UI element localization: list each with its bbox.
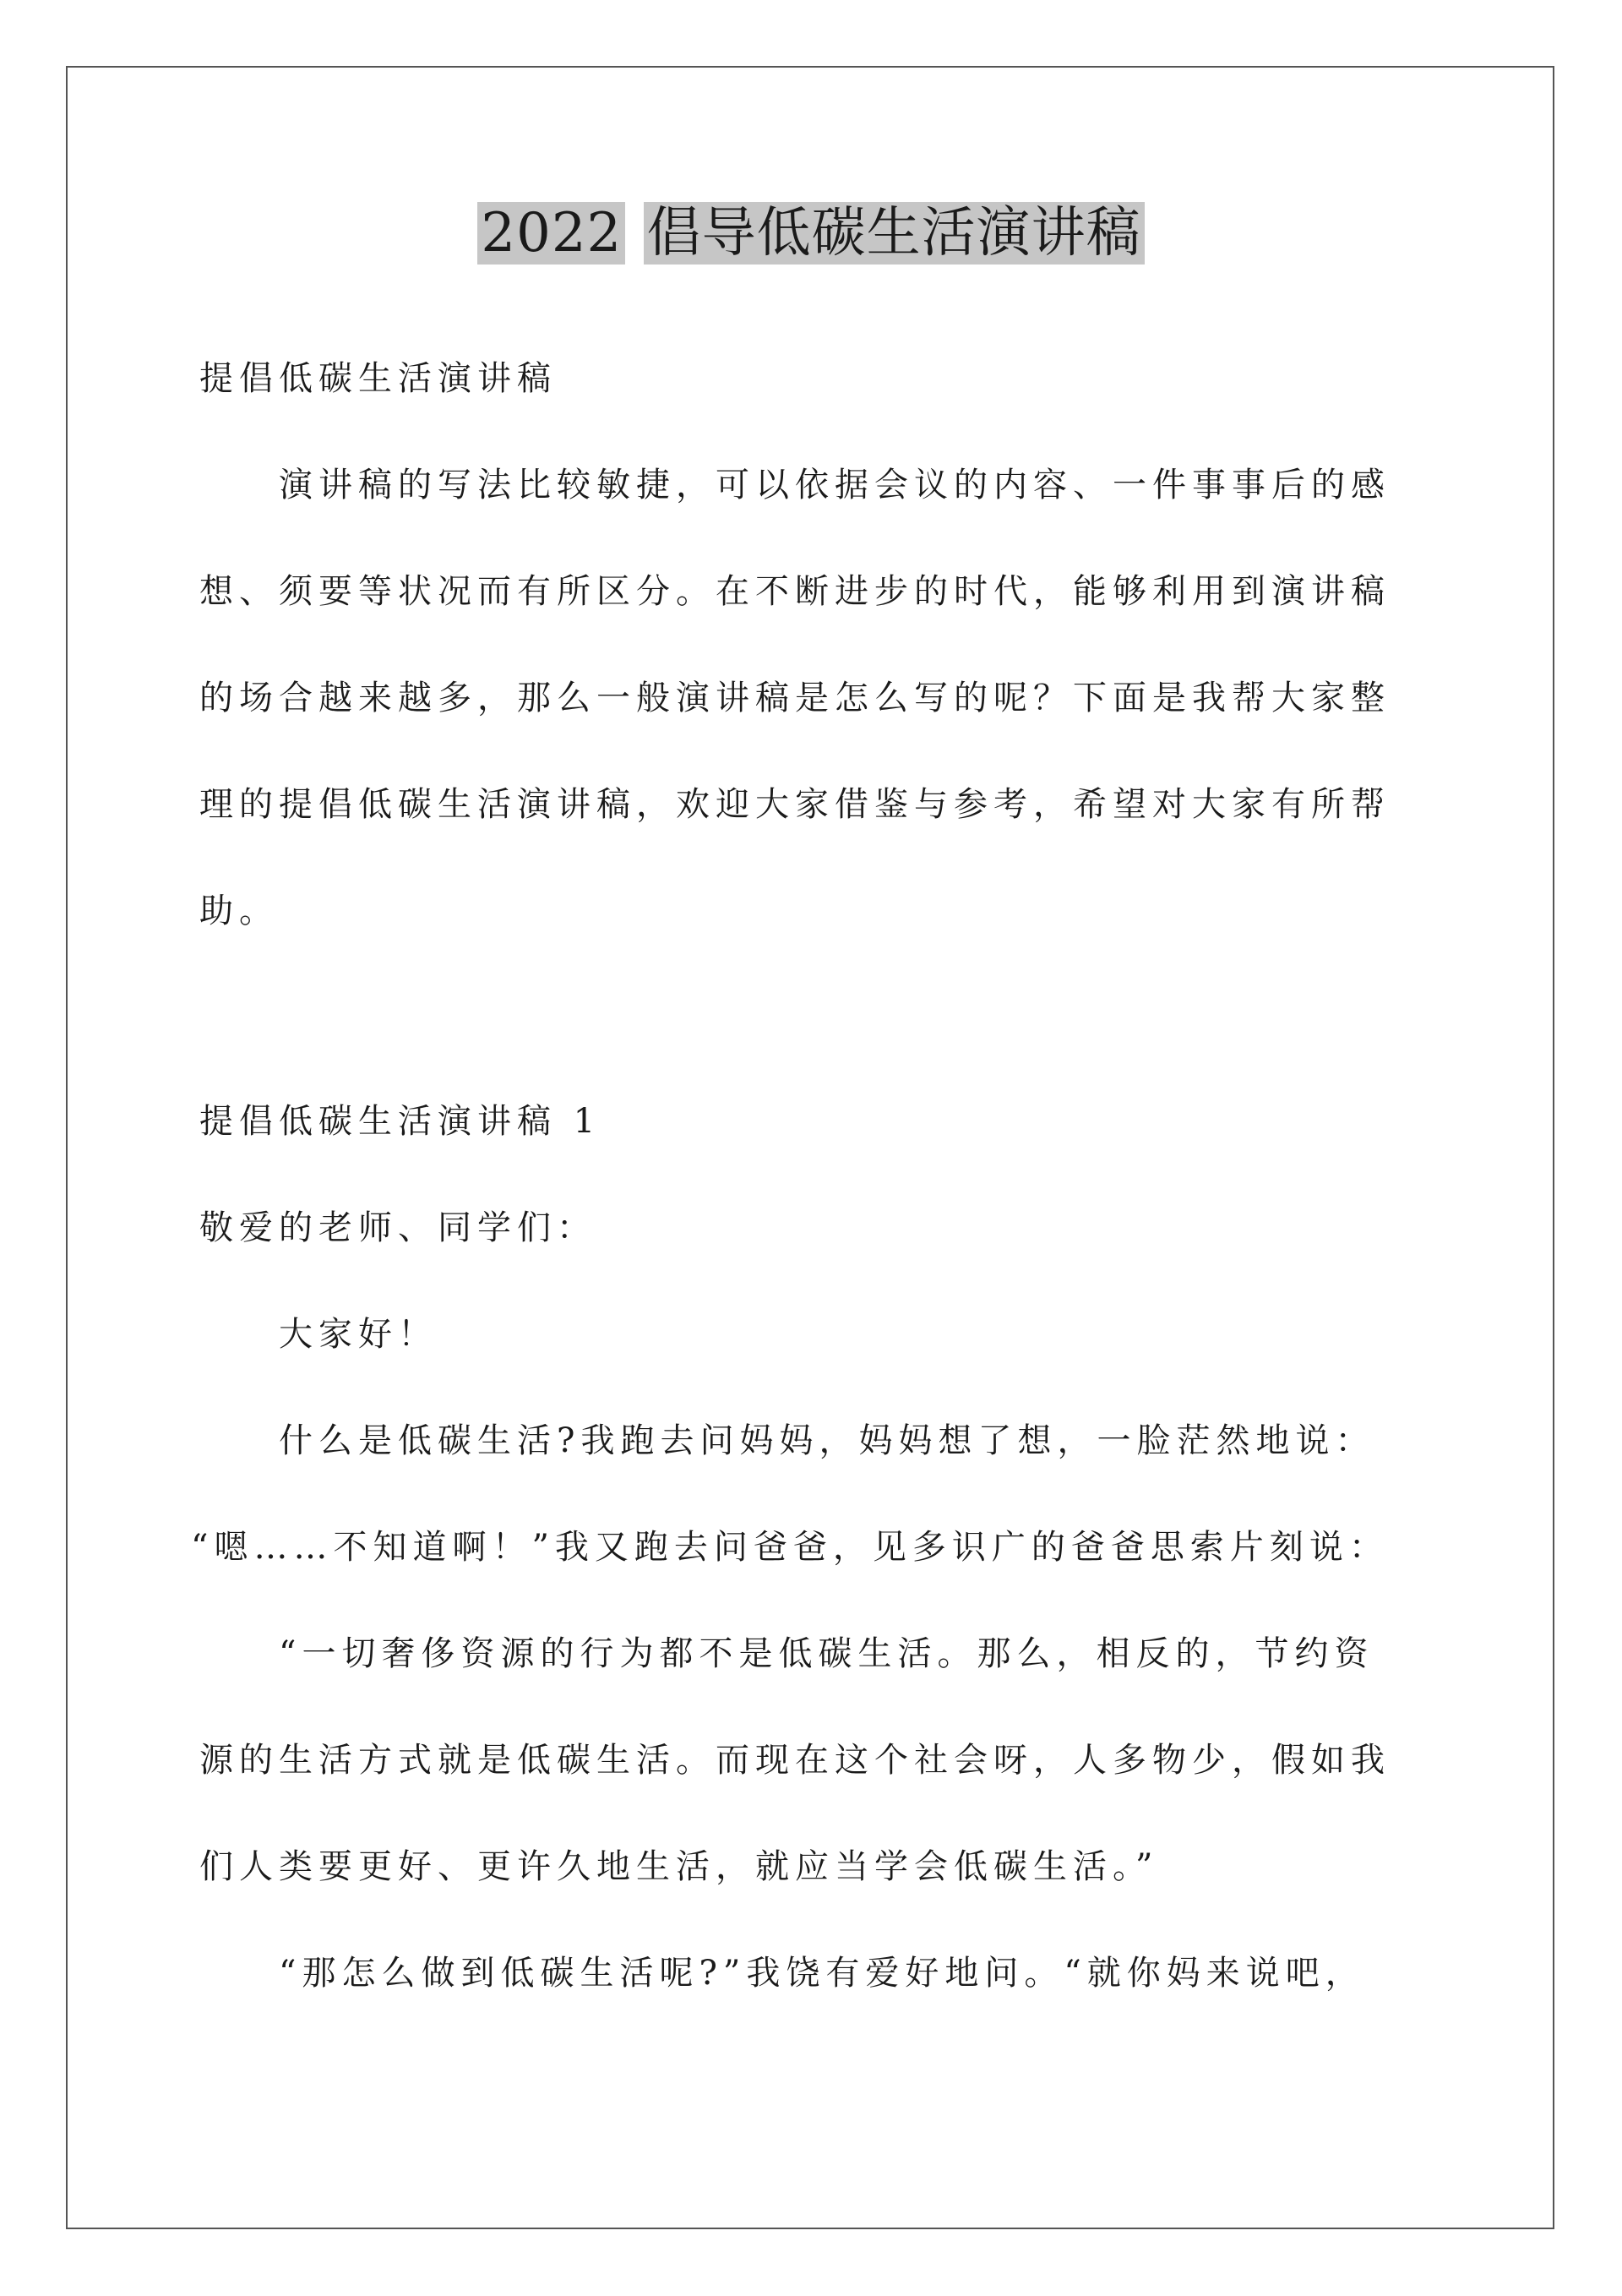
page-title — [477, 196, 1144, 270]
section-heading: 提倡低碳生活演讲稿 1 — [199, 1102, 601, 1141]
subheading: 提倡低碳生活演讲稿 — [199, 359, 557, 398]
paragraph-line: 演讲稿的写法比较敏捷，可以依据会议的内容、一件事事后的感 — [199, 466, 1391, 504]
salutation: 敬爱的老师、同学们： — [199, 1208, 596, 1247]
paragraph-line: “一切奢侈资源的行为都不是低碳生活。那么，相反的，节约资 — [199, 1634, 1374, 1673]
paragraph-line: “那怎么做到低碳生活呢?”我饶有爱好地问。“就你妈来说吧， — [199, 1954, 1365, 1993]
title-year: 2022 — [477, 202, 625, 265]
paragraph-line: 的场合越来越多，那么一般演讲稿是怎么写的呢？下面是我帮大家整 — [199, 679, 1391, 717]
greeting: 大家好！ — [199, 1315, 438, 1354]
paragraph-line: “嗯……不知道啊！”我又跑去问爸爸，见多识广的爸爸思索片刻说： — [191, 1528, 1389, 1567]
paragraph-line: 想、须要等状况而有所区分。在不断进步的时代，能够利用到演讲稿 — [199, 572, 1391, 611]
paragraph-line: 源的生活方式就是低碳生活。而现在这个社会呀，人多物少，假如我 — [199, 1741, 1391, 1780]
title-container — [0, 196, 1622, 270]
paragraph-line: 们人类要更好、更许久地生活，就应当学会低碳生活。” — [199, 1847, 1159, 1886]
paragraph-line: 理的提倡低碳生活演讲稿，欢迎大家借鉴与参考，希望对大家有所帮 — [199, 785, 1391, 824]
paragraph-line: 什么是低碳生活?我跑去问妈妈，妈妈想了想，一脸茫然地说： — [199, 1421, 1375, 1460]
title-text: 倡导低碳生活演讲稿 — [644, 202, 1145, 265]
paragraph-line: 助。 — [199, 892, 279, 930]
